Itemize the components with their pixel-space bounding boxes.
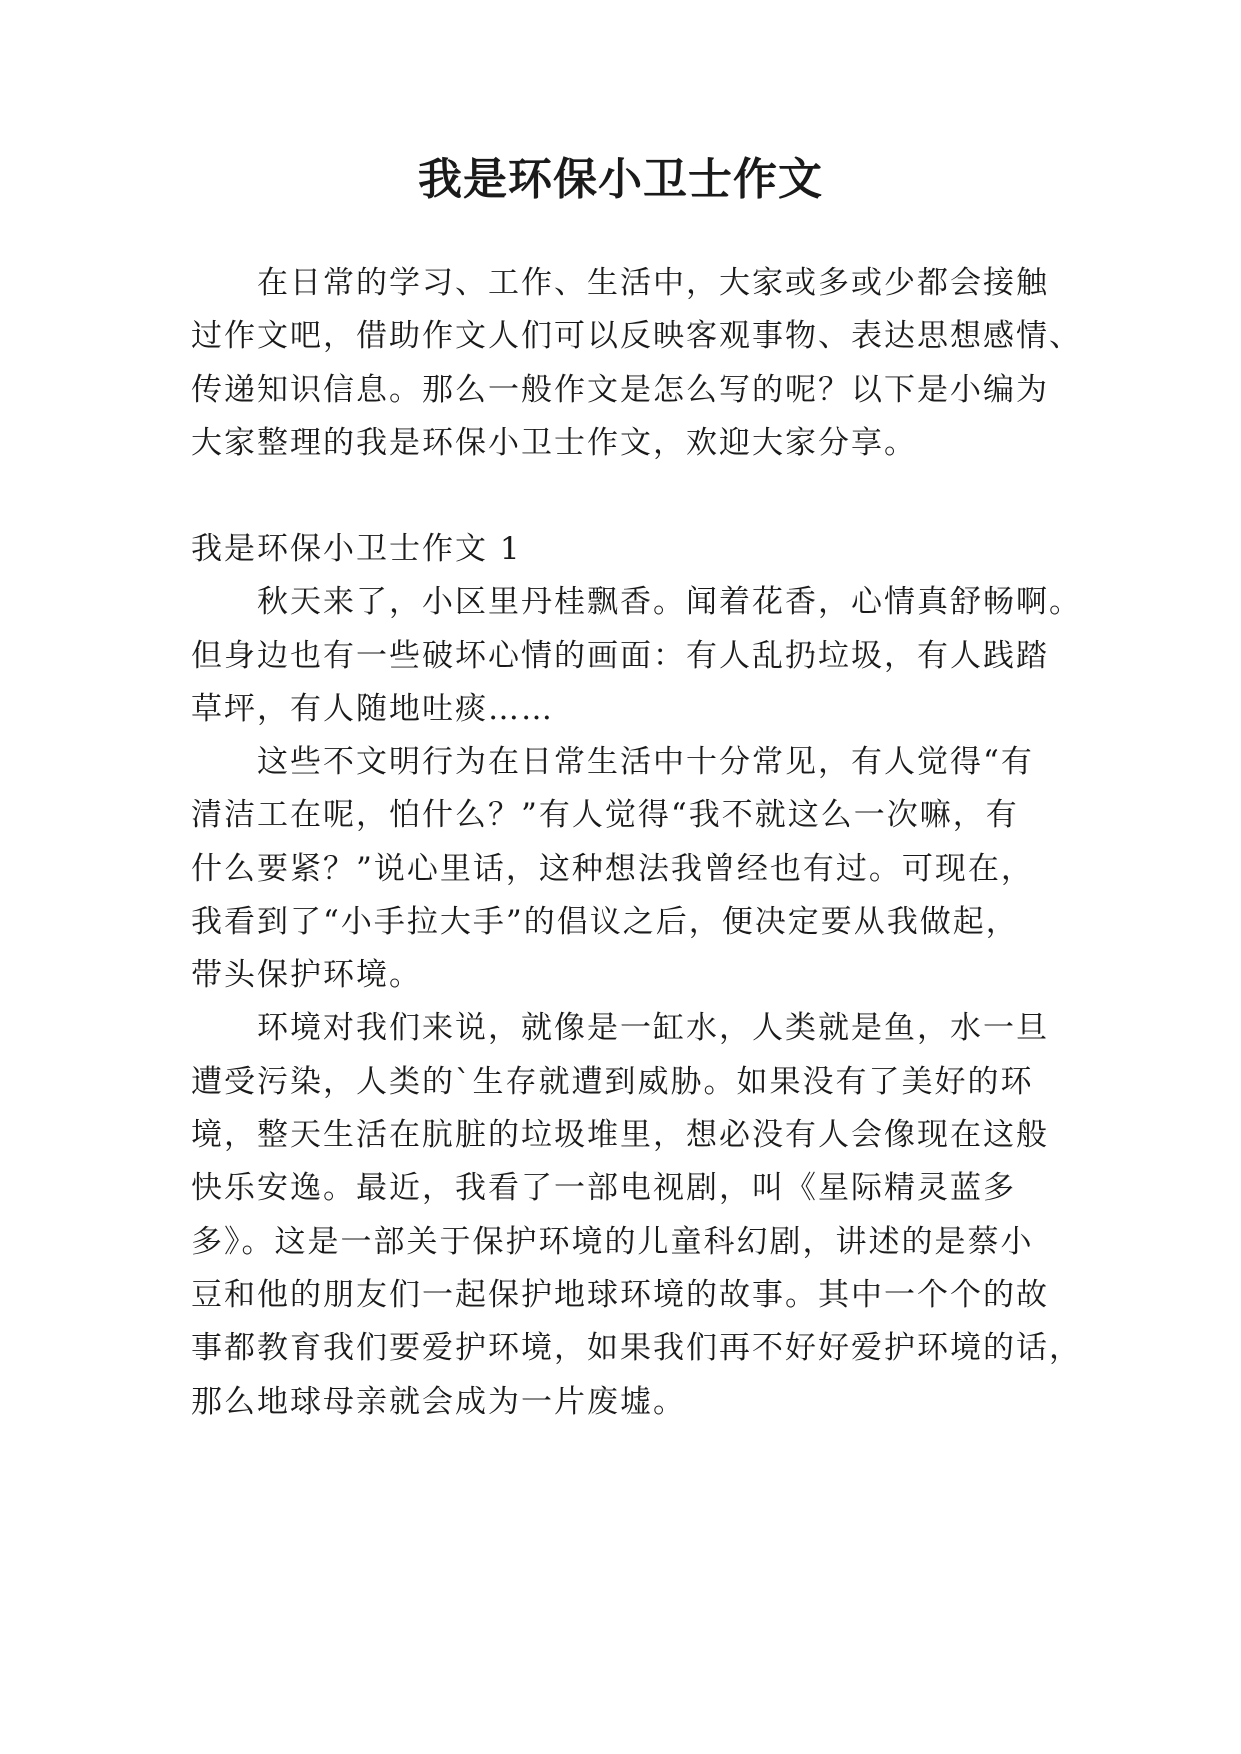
document-title: 我是环保小卫士作文 (418, 154, 823, 205)
paragraph3-line-8: 那么地球母亲就会成为一片废墟。 (191, 1384, 686, 1420)
paragraph3-line-3: 境，整天生活在肮脏的垃圾堆里，想必没有人会像现在这般 (191, 1117, 1049, 1153)
intro-line-1: 在日常的学习、工作、生活中，大家或多或少都会接触 (257, 265, 1049, 301)
paragraph2-line-4: 我看到了“小手拉大手”的倡议之后，便决定要从我做起， (191, 904, 1019, 940)
paragraph3-line-1: 环境对我们来说，就像是一缸水，人类就是鱼，水一旦 (257, 1010, 1049, 1046)
paragraph2-line-5: 带头保护环境。 (191, 957, 422, 993)
intro-line-2: 过作文吧，借助作文人们可以反映客观事物、表达思想感情、 (191, 318, 1082, 354)
intro-line-3: 传递知识信息。那么一般作文是怎么写的呢？以下是小编为 (191, 372, 1049, 408)
paragraph3-line-2: 遭受污染，人类的`生存就遭到威胁。如果没有了美好的环 (191, 1064, 1034, 1100)
paragraph3-line-4: 快乐安逸。最近，我看了一部电视剧，叫《星际精灵蓝多 (191, 1170, 1016, 1206)
paragraph2-line-3: 什么要紧？”说心里话，这种想法我曾经也有过。可现在， (191, 851, 1034, 887)
paragraph3-line-5: 多》。这是一部关于保护环境的儿童科幻剧，讲述的是蔡小 (191, 1224, 1034, 1260)
paragraph3-line-7: 事都教育我们要爱护环境，如果我们再不好好爱护环境的话， (191, 1330, 1082, 1366)
paragraph2-line-2: 清洁工在呢，怕什么？”有人觉得“我不就这么一次嘛，有 (191, 797, 1019, 833)
paragraph1-line-2: 但身边也有一些破坏心情的画面：有人乱扔垃圾，有人践踏 (191, 638, 1049, 674)
paragraph3-line-6: 豆和他的朋友们一起保护地球环境的故事。其中一个个的故 (191, 1277, 1049, 1313)
paragraph2-line-1: 这些不文明行为在日常生活中十分常见，有人觉得“有 (257, 744, 1034, 780)
intro-line-4: 大家整理的我是环保小卫士作文，欢迎大家分享。 (191, 425, 917, 461)
paragraph1-line-1: 秋天来了，小区里丹桂飘香。闻着花香，心情真舒畅啊。 (257, 584, 1082, 620)
paragraph1-line-3: 草坪，有人随地吐痰…… (191, 691, 554, 727)
section-heading: 我是环保小卫士作文 1 (191, 531, 522, 567)
